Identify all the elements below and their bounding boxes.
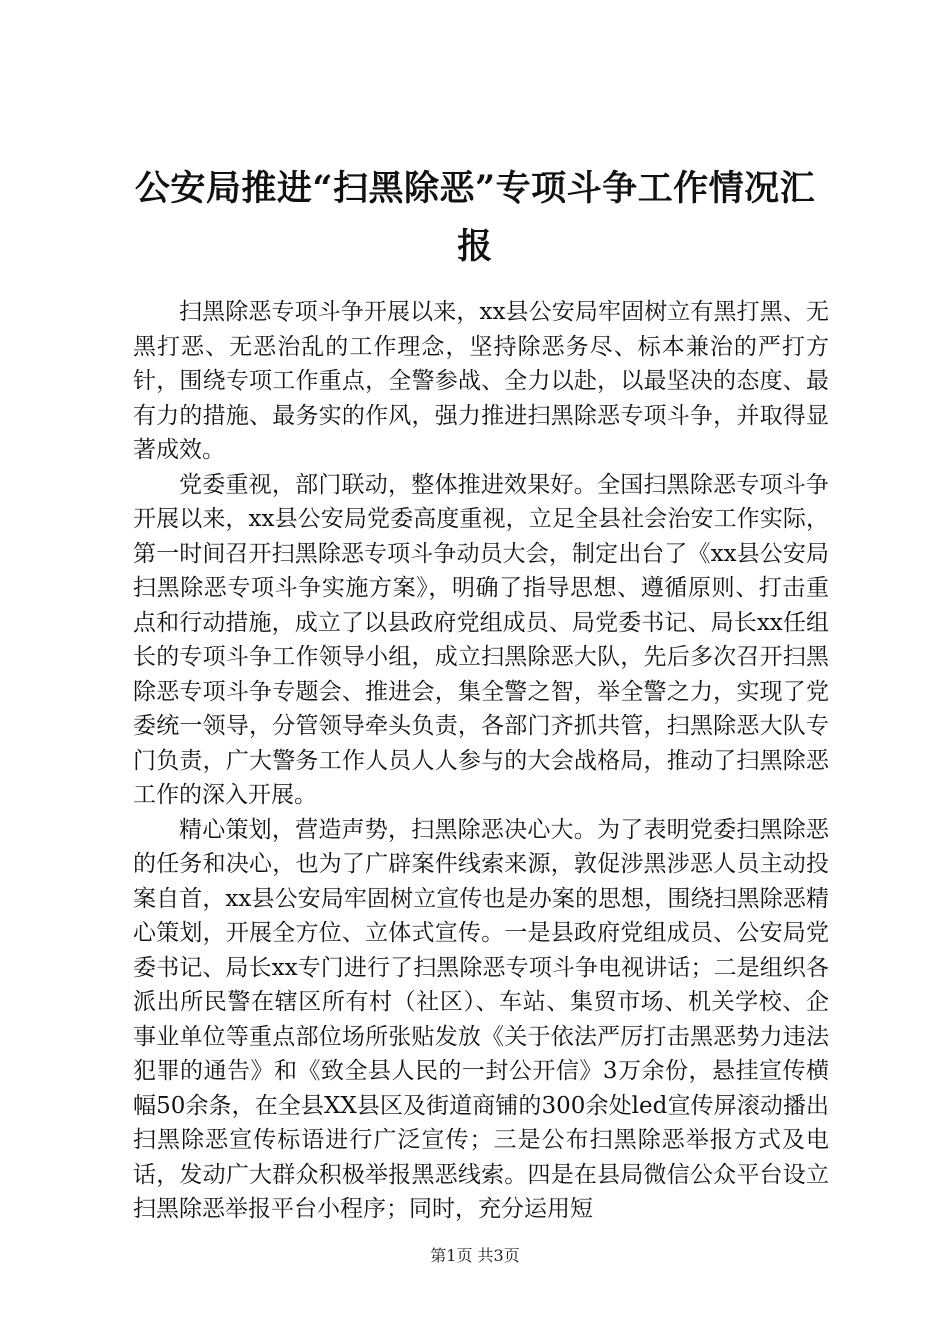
paragraph-intro: 扫黑除恶专项斗争开展以来，xx县公安局牢固树立有黑打黑、无黑打恶、无恶治乱的工作理念，坚持除恶务尽、标本兼治的严打方针，围绕专项工作重点，全警参战、全力以赴，以最坚决的态度、最有力的措施、最务实的作风，强力推进扫黑除恶专项斗争，并取得显著成效。 — [133, 299, 829, 463]
document-title: 公安局推进“扫黑除恶”专项斗争工作情况汇报 — [134, 168, 816, 267]
page-indicator: 第1页 共3页 — [430, 1246, 520, 1265]
page-footer — [0, 1245, 950, 1267]
document-body — [133, 295, 829, 1227]
paragraph-party-committee: 党委重视，部门联动，整体推进效果好。全国扫黑除恶专项斗争开展以来，xx县公安局党委高度重视，立足全县社会治安工作实际，第一时间召开扫黑除恶专项斗争动员大会，制定出台了《xx县公安局扫黑除恶专项斗争实施方案》，明确了指导思想、遵循原则、打击重点和行动措施，成立了以县政府党组成员、局党委书记、局长xx任组长的专项斗争工作领导小组，成立扫黑除恶大队，先后多次召开扫黑除恶专项斗争专题会、推进会，集全警之智，举全警之力，实现了党委统一领导，分管领导牵头负责，各部门齐抓共管，扫黑除恶大队专门负责，广大警务工作人员人人参与的大会战格局，推动了扫黑除恶工作的深入开展。 — [133, 471, 829, 808]
paragraph-publicity: 精心策划，营造声势，扫黑除恶决心大。为了表明党委扫黑除恶的任务和决心，也为了广辟案件线索来源，敦促涉黑涉恶人员主动投案自首，xx县公安局牢固树立宣传也是办案的思想，围绕扫黑除恶精心策划，开展全方位、立体式宣传。一是县政府党组成员、公安局党委书记、局长xx专门进行了扫黑除恶专项斗争电视讲话；二是组织各派出所民警在辖区所有村（社区）、车站、集贸市场、机关学校、企事业单位等重点部位场所张贴发放《关于依法严厉打击黑恶势力违法犯罪的通告》和《致全县人民的一封公开信》3万余份，悬挂宣传横幅50余条，在全县XX县区及街道商铺的300余处led宣传屏滚动播出扫黑除恶宣传标语进行广泛宣传；三是公布扫黑除恶举报方式及电话，发动广大群众积极举报黑恶线索。四是在县局微信公众平台设立扫黑除恶举报平台小程序；同时，充分运用短 — [133, 816, 829, 1222]
